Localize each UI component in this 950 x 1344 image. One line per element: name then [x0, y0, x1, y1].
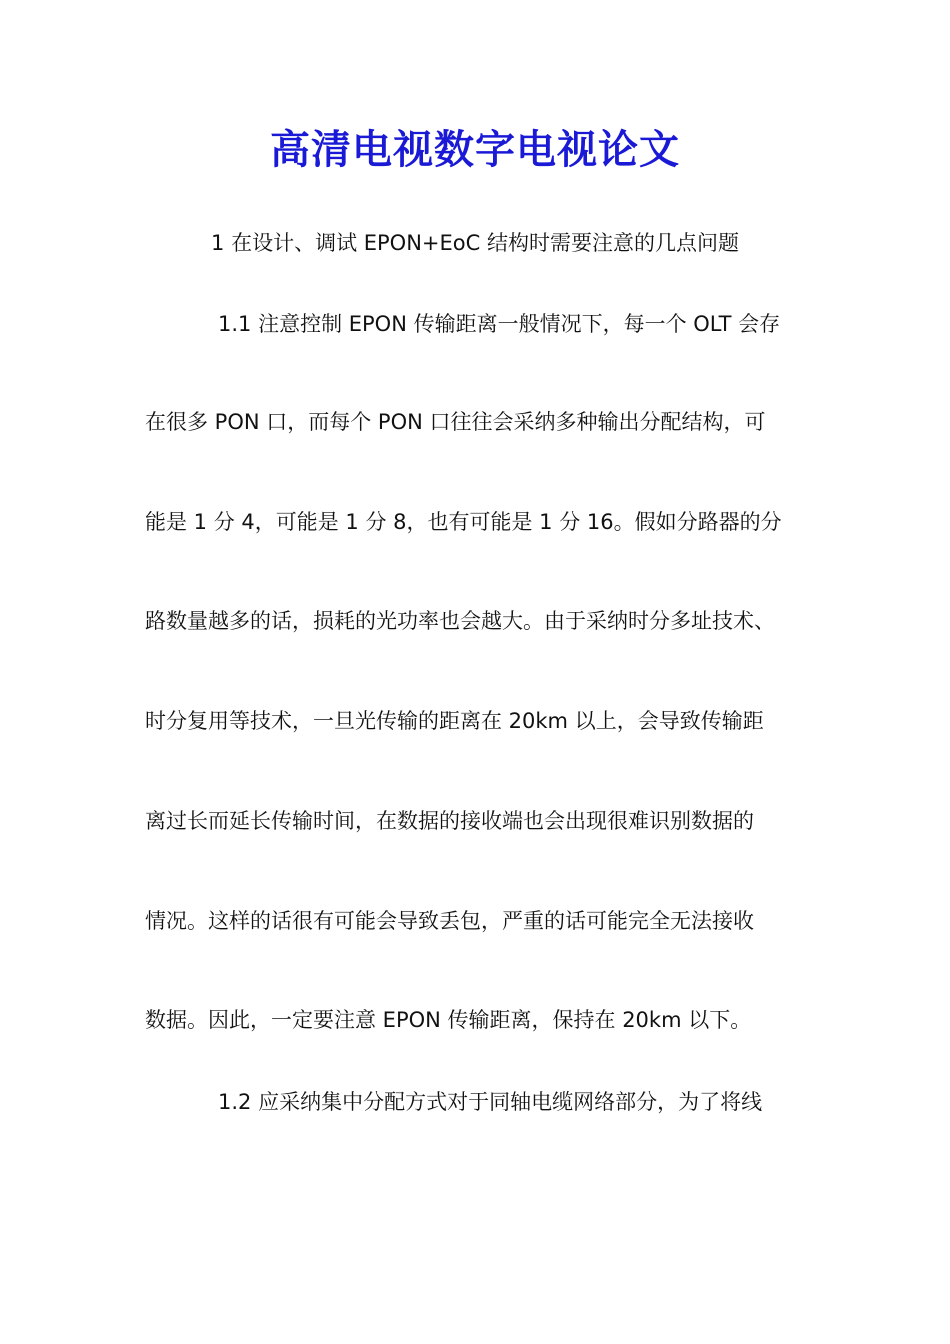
paragraph-line: 1.2 应采纳集中分配方式对于同轴电缆网络部分，为了将线	[218, 1090, 763, 1114]
paragraph-line: 1.1 注意控制 EPON 传输距离一般情况下，每一个 OLT 会存	[218, 312, 781, 336]
paragraph-line: 情况。这样的话很有可能会导致丢包，严重的话可能完全无法接收	[145, 909, 754, 933]
paragraph-line: 能是 1 分 4，可能是 1 分 8，也有可能是 1 分 16。假如分路器的分	[145, 510, 782, 534]
paragraph-line: 时分复用等技术，一旦光传输的距离在 20km 以上，会导致传输距	[145, 709, 764, 733]
paragraph-line: 路数量越多的话，损耗的光功率也会越大。由于采纳时分多址技术、	[145, 609, 775, 633]
paragraph-line: 离过长而延长传输时间，在数据的接收端也会出现很难识别数据的	[145, 809, 754, 833]
document-title: 高清电视数字电视论文	[270, 126, 680, 173]
paragraph-line: 在很多 PON 口，而每个 PON 口往往会采纳多种输出分配结构，可	[145, 410, 766, 434]
paragraph-line: 数据。因此，一定要注意 EPON 传输距离，保持在 20km 以下。	[145, 1008, 752, 1032]
section-heading: 1 在设计、调试 EPON+EoC 结构时需要注意的几点问题	[211, 231, 739, 255]
